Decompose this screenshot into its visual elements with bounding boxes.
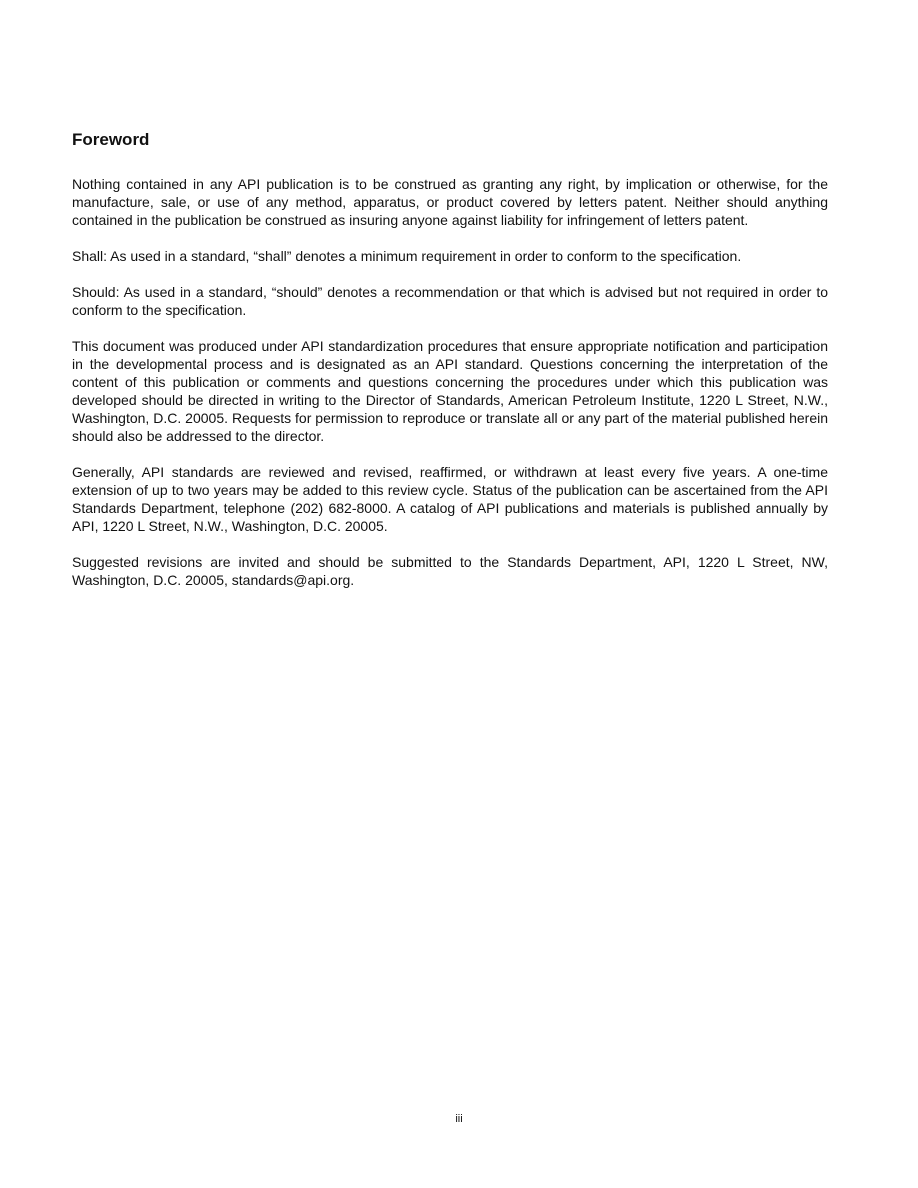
paragraph-standardization-procedures: This document was produced under API standardization procedures that ensure appropriate notification and participation in the developmental process and is designated as an API standard. Questions concerning the interpretation of the content of this publication or comments and questions concerning the procedures under which this publication was developed should be directed in writing to the Director of Standards, American Petroleum Institute, 1220 L Street, N.W., Washington, D.C. 20005. Requests for permission to reproduce or translate all or any part of the material published herein should also be addressed to the director.: [72, 338, 828, 444]
page-title: Foreword: [72, 130, 150, 149]
paragraph-patent-disclaimer: Nothing contained in any API publication is to be construed as granting any right, by implication or otherwise, for the manufacture, sale, or use of any method, apparatus, or product covered by letters patent. Neither should anything contained in the publication be construed as insuring anyone against liability for infringement of letters patent.: [72, 176, 828, 228]
paragraph-review-cycle: Generally, API standards are reviewed and revised, reaffirmed, or withdrawn at least every five years. A one-time extension of up to two years may be added to this review cycle. Status of the publication can be ascertained from the API Standards Department, telephone (202) 682-8000. A catalog of API publications and materials is published annually by API, 1220 L Street, N.W., Washington, D.C. 20005.: [72, 464, 828, 534]
page-content: [72, 128, 828, 607]
paragraph-should-definition: Should: As used in a standard, “should” denotes a recommendation or that which is advised but not required in order to conform to the specification.: [72, 284, 828, 318]
page-number: iii: [455, 1113, 463, 1125]
paragraph-suggested-revisions: Suggested revisions are invited and should be submitted to the Standards Department, API, 1220 L Street, NW, Washington, D.C. 20005, standards@api.org.: [72, 554, 828, 588]
paragraph-shall-definition: Shall: As used in a standard, “shall” denotes a minimum requirement in order to conform to the specification.: [72, 248, 742, 264]
